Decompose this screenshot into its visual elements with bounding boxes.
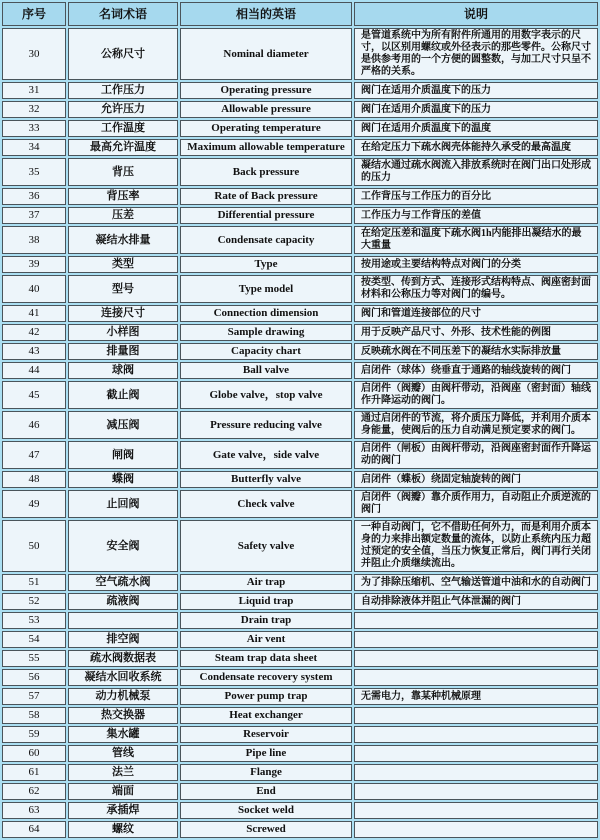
english-cell: Heat exchanger (180, 707, 352, 724)
english-cell: Liquid trap (180, 593, 352, 610)
english-cell: End (180, 783, 352, 800)
table-row (2, 821, 598, 838)
row-number-cell: 63 (2, 802, 66, 819)
description-cell: 无需电力，靠某种机械原理 (354, 688, 598, 705)
description-cell: 阀门在适用介质温度下的压力 (354, 101, 598, 118)
column-header-description: 说明 (354, 2, 598, 26)
row-number-cell: 61 (2, 764, 66, 781)
row-number-cell: 30 (2, 28, 66, 80)
row-number-cell: 32 (2, 101, 66, 118)
table-row (2, 207, 598, 224)
description-cell: 按类型、传到方式、连接形式结构特点、阀座密封面材料和公称压力等对阀门的编号。 (354, 275, 598, 303)
english-cell: Connection dimension (180, 305, 352, 322)
term-cell: 工作温度 (68, 120, 178, 137)
description-cell: 反映疏水阀在不同压差下的凝结水实际排放量 (354, 343, 598, 360)
row-number-cell: 53 (2, 612, 66, 629)
table-row (2, 188, 598, 205)
term-cell: 疏水阀数据表 (68, 650, 178, 667)
row-number-cell: 45 (2, 381, 66, 409)
row-number-cell: 56 (2, 669, 66, 686)
term-cell: 法兰 (68, 764, 178, 781)
term-cell: 安全阀 (68, 520, 178, 572)
english-cell: Socket weld (180, 802, 352, 819)
english-cell: Gate valve，side valve (180, 441, 352, 469)
description-cell (354, 669, 598, 686)
english-cell: Operating temperature (180, 120, 352, 137)
table-row (2, 745, 598, 762)
description-cell (354, 821, 598, 838)
description-cell: 阀门在适用介质温度下的压力 (354, 82, 598, 99)
row-number-cell: 40 (2, 275, 66, 303)
row-number-cell: 55 (2, 650, 66, 667)
table-row (2, 650, 598, 667)
english-cell: Butterfly valve (180, 471, 352, 488)
row-number-cell: 51 (2, 574, 66, 591)
english-cell: Ball valve (180, 362, 352, 379)
table-row (2, 101, 598, 118)
term-cell: 疏液阀 (68, 593, 178, 610)
english-cell: Nominal diameter (180, 28, 352, 80)
description-cell: 工作压力与工作背压的差值 (354, 207, 598, 224)
table-row (2, 441, 598, 469)
table-row (2, 28, 598, 80)
description-cell: 阀门和管道连接部位的尺寸 (354, 305, 598, 322)
row-number-cell: 60 (2, 745, 66, 762)
term-cell: 凝结水排量 (68, 226, 178, 254)
english-cell: Safety valve (180, 520, 352, 572)
table-row (2, 688, 598, 705)
description-cell (354, 707, 598, 724)
term-cell: 集水罐 (68, 726, 178, 743)
row-number-cell: 54 (2, 631, 66, 648)
description-cell (354, 650, 598, 667)
english-cell: Type (180, 256, 352, 273)
english-cell: Condensate recovery system (180, 669, 352, 686)
english-cell: Condensate capacity (180, 226, 352, 254)
english-cell: Drain trap (180, 612, 352, 629)
term-cell: 凝结水回收系统 (68, 669, 178, 686)
row-number-cell: 36 (2, 188, 66, 205)
description-cell (354, 726, 598, 743)
english-cell: Operating pressure (180, 82, 352, 99)
term-cell: 连接尺寸 (68, 305, 178, 322)
row-number-cell: 49 (2, 490, 66, 518)
row-number-cell: 43 (2, 343, 66, 360)
term-cell: 允许压力 (68, 101, 178, 118)
row-number-cell: 52 (2, 593, 66, 610)
term-cell: 承插焊 (68, 802, 178, 819)
term-cell: 减压阀 (68, 411, 178, 439)
row-number-cell: 64 (2, 821, 66, 838)
english-cell: Steam trap data sheet (180, 650, 352, 667)
term-cell: 热交换器 (68, 707, 178, 724)
term-cell: 工作压力 (68, 82, 178, 99)
table-row (2, 726, 598, 743)
description-cell (354, 783, 598, 800)
table-row (2, 411, 598, 439)
table-row (2, 802, 598, 819)
term-cell: 公称尺寸 (68, 28, 178, 80)
column-header-number: 序号 (2, 2, 66, 26)
term-cell: 最高允许温度 (68, 139, 178, 156)
table-row (2, 256, 598, 273)
table-row (2, 593, 598, 610)
table-row (2, 139, 598, 156)
table-row (2, 471, 598, 488)
description-cell (354, 745, 598, 762)
column-header-term: 名词术语 (68, 2, 178, 26)
english-cell: Power pump trap (180, 688, 352, 705)
term-cell: 空气疏水阀 (68, 574, 178, 591)
description-cell (354, 802, 598, 819)
row-number-cell: 44 (2, 362, 66, 379)
table-row (2, 707, 598, 724)
english-cell: Pressure reducing valve (180, 411, 352, 439)
description-cell: 一种自动阀门，它不借助任何外力，而是利用介质本身的力来排出额定数量的流体，以防止系统内压力超过预定的安全值，当压力恢复正常后，阀门再行关闭并阻止介质继续流出。 (354, 520, 598, 572)
term-cell: 背压 (68, 158, 178, 186)
english-cell: Maximum allowable temperature (180, 139, 352, 156)
row-number-cell: 59 (2, 726, 66, 743)
table-row (2, 783, 598, 800)
row-number-cell: 62 (2, 783, 66, 800)
description-cell: 启闭件（蝶板）绕固定轴旋转的阀门 (354, 471, 598, 488)
english-cell: Globe valve，stop valve (180, 381, 352, 409)
table-row (2, 631, 598, 648)
term-cell: 背压率 (68, 188, 178, 205)
row-number-cell: 35 (2, 158, 66, 186)
table-row (2, 324, 598, 341)
english-cell: Capacity chart (180, 343, 352, 360)
row-number-cell: 46 (2, 411, 66, 439)
description-cell: 在给定压力下疏水阀壳体能持久承受的最高温度 (354, 139, 598, 156)
table-row (2, 764, 598, 781)
english-cell: Rate of Back pressure (180, 188, 352, 205)
row-number-cell: 31 (2, 82, 66, 99)
table-header-row (2, 2, 598, 26)
row-number-cell: 41 (2, 305, 66, 322)
term-cell: 蝶阀 (68, 471, 178, 488)
english-cell: Flange (180, 764, 352, 781)
term-cell: 排量图 (68, 343, 178, 360)
row-number-cell: 50 (2, 520, 66, 572)
row-number-cell: 34 (2, 139, 66, 156)
term-cell: 动力机械泵 (68, 688, 178, 705)
description-cell: 自动排除液体并阻止气体泄漏的阀门 (354, 593, 598, 610)
row-number-cell: 42 (2, 324, 66, 341)
term-cell: 球阀 (68, 362, 178, 379)
column-header-english: 相当的英语 (180, 2, 352, 26)
term-cell: 闸阀 (68, 441, 178, 469)
term-cell: 止回阀 (68, 490, 178, 518)
term-cell: 型号 (68, 275, 178, 303)
english-cell: Check valve (180, 490, 352, 518)
description-cell: 启闭件（球体）绕垂直于通路的轴线旋转的阀门 (354, 362, 598, 379)
table-row (2, 574, 598, 591)
term-cell: 排空阀 (68, 631, 178, 648)
description-cell: 是管道系统中为所有附件所通用的用数字表示的尺寸，以区别用螺纹或外径表示的那些零件。公称尺寸是供参考用的一个方便的圆整数，与加工尺寸只呈不严格的关系。 (354, 28, 598, 80)
table-row (2, 362, 598, 379)
english-cell: Type model (180, 275, 352, 303)
table-row (2, 120, 598, 137)
term-cell: 截止阀 (68, 381, 178, 409)
term-cell: 小样图 (68, 324, 178, 341)
term-cell: 类型 (68, 256, 178, 273)
row-number-cell: 47 (2, 441, 66, 469)
row-number-cell: 38 (2, 226, 66, 254)
term-cell: 压差 (68, 207, 178, 224)
table-row (2, 669, 598, 686)
row-number-cell: 57 (2, 688, 66, 705)
table-row (2, 490, 598, 518)
row-number-cell: 48 (2, 471, 66, 488)
description-cell (354, 631, 598, 648)
description-cell (354, 764, 598, 781)
description-cell: 用于反映产品尺寸、外形、技术性能的例图 (354, 324, 598, 341)
english-cell: Back pressure (180, 158, 352, 186)
english-cell: Pipe line (180, 745, 352, 762)
term-cell: 螺纹 (68, 821, 178, 838)
table-row (2, 305, 598, 322)
description-cell: 阀门在适用介质温度下的温度 (354, 120, 598, 137)
table-body (2, 28, 598, 838)
description-cell: 按用途或主要结构特点对阀门的分类 (354, 256, 598, 273)
description-cell: 为了排除压缩机、空气输送管道中油和水的自动阀门 (354, 574, 598, 591)
description-cell: 启闭件（闸板）由阀杆带动，沿阀座密封面作升降运动的阀门 (354, 441, 598, 469)
table-row (2, 343, 598, 360)
table-row (2, 275, 598, 303)
table-row (2, 226, 598, 254)
english-cell: Reservoir (180, 726, 352, 743)
english-cell: Differential pressure (180, 207, 352, 224)
description-cell: 通过启闭件的节流，将介质压力降低，并利用介质本身能量，使阀后的压力自动满足预定要求的阀门。 (354, 411, 598, 439)
description-cell: 凝结水通过疏水阀流入排放系统时在阀门出口处形成的压力 (354, 158, 598, 186)
table-row (2, 612, 598, 629)
english-cell: Air vent (180, 631, 352, 648)
description-cell (354, 612, 598, 629)
description-cell: 在给定压差和温度下疏水阀1h内能排出凝结水的最大重量 (354, 226, 598, 254)
english-cell: Allowable pressure (180, 101, 352, 118)
english-cell: Air trap (180, 574, 352, 591)
description-cell: 启闭件（阀瓣）靠介质作用力，自动阻止介质逆流的阀门 (354, 490, 598, 518)
description-cell: 启闭件（阀瓣）由阀杆带动，沿阀座（密封面）轴线作升降运动的阀门。 (354, 381, 598, 409)
row-number-cell: 33 (2, 120, 66, 137)
table-row (2, 158, 598, 186)
term-cell: 管线 (68, 745, 178, 762)
row-number-cell: 58 (2, 707, 66, 724)
table-row (2, 82, 598, 99)
term-cell (68, 612, 178, 629)
english-cell: Sample drawing (180, 324, 352, 341)
description-cell: 工作背压与工作压力的百分比 (354, 188, 598, 205)
row-number-cell: 37 (2, 207, 66, 224)
row-number-cell: 39 (2, 256, 66, 273)
table-row (2, 520, 598, 572)
table-row (2, 381, 598, 409)
term-cell: 端面 (68, 783, 178, 800)
english-cell: Screwed (180, 821, 352, 838)
